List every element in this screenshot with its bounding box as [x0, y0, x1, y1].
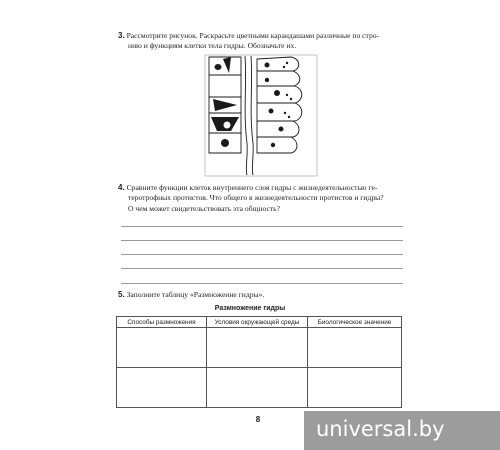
- table-row: [117, 328, 402, 368]
- task-4-number: 4.: [118, 183, 125, 192]
- column-header: Способы размножения: [117, 317, 207, 328]
- answer-line[interactable]: [121, 283, 403, 284]
- page-number: 8: [255, 415, 261, 424]
- column-header: Биологическое значение: [308, 317, 402, 328]
- task-4-text-line-2: теротрофных протистов. Что общего в жизнедеятельности протистов и гидры?: [128, 193, 384, 203]
- task-5-number: 5.: [118, 290, 125, 299]
- table-cell[interactable]: [308, 328, 402, 368]
- table-row: [117, 368, 402, 408]
- watermark: [304, 411, 500, 450]
- task-3-text-line-2: нию и функциям клетки тела гидры. Обозначьте их.: [128, 41, 297, 51]
- task-4-text-line-3: О чем может свидетельствовать эта общность?: [128, 203, 280, 213]
- task-3-number: 3.: [118, 31, 125, 40]
- table-cell[interactable]: [308, 368, 402, 408]
- table-header-row: [117, 317, 402, 328]
- answer-line[interactable]: [121, 254, 403, 255]
- hydra-cells-figure: [201, 53, 321, 178]
- task-3-text-line-1: Рассмотрите рисунок. Раскрасьте цветными карандашами различные по стро-: [126, 31, 380, 40]
- watermark-text: universal.by: [316, 417, 445, 441]
- table-title: Размножение гидры: [214, 305, 286, 312]
- task-5: [118, 290, 264, 300]
- answer-line[interactable]: [121, 226, 403, 227]
- table-cell[interactable]: [207, 368, 308, 408]
- reproduction-table: [116, 316, 402, 408]
- task-4-text-line-1: Сравните функции клеток внутреннего слоя гидры с жизнедеятельностью ге-: [126, 183, 378, 192]
- task-5-text: Заполните таблицу «Размножение гидры».: [126, 290, 265, 299]
- table-cell[interactable]: [117, 368, 207, 408]
- answer-line[interactable]: [121, 268, 403, 269]
- table-cell[interactable]: [207, 328, 308, 368]
- column-header: Условия окружающей среды: [207, 317, 308, 328]
- answer-line[interactable]: [121, 240, 403, 241]
- task-3: [118, 31, 379, 52]
- task-4: [118, 183, 384, 214]
- table-cell[interactable]: [117, 328, 207, 368]
